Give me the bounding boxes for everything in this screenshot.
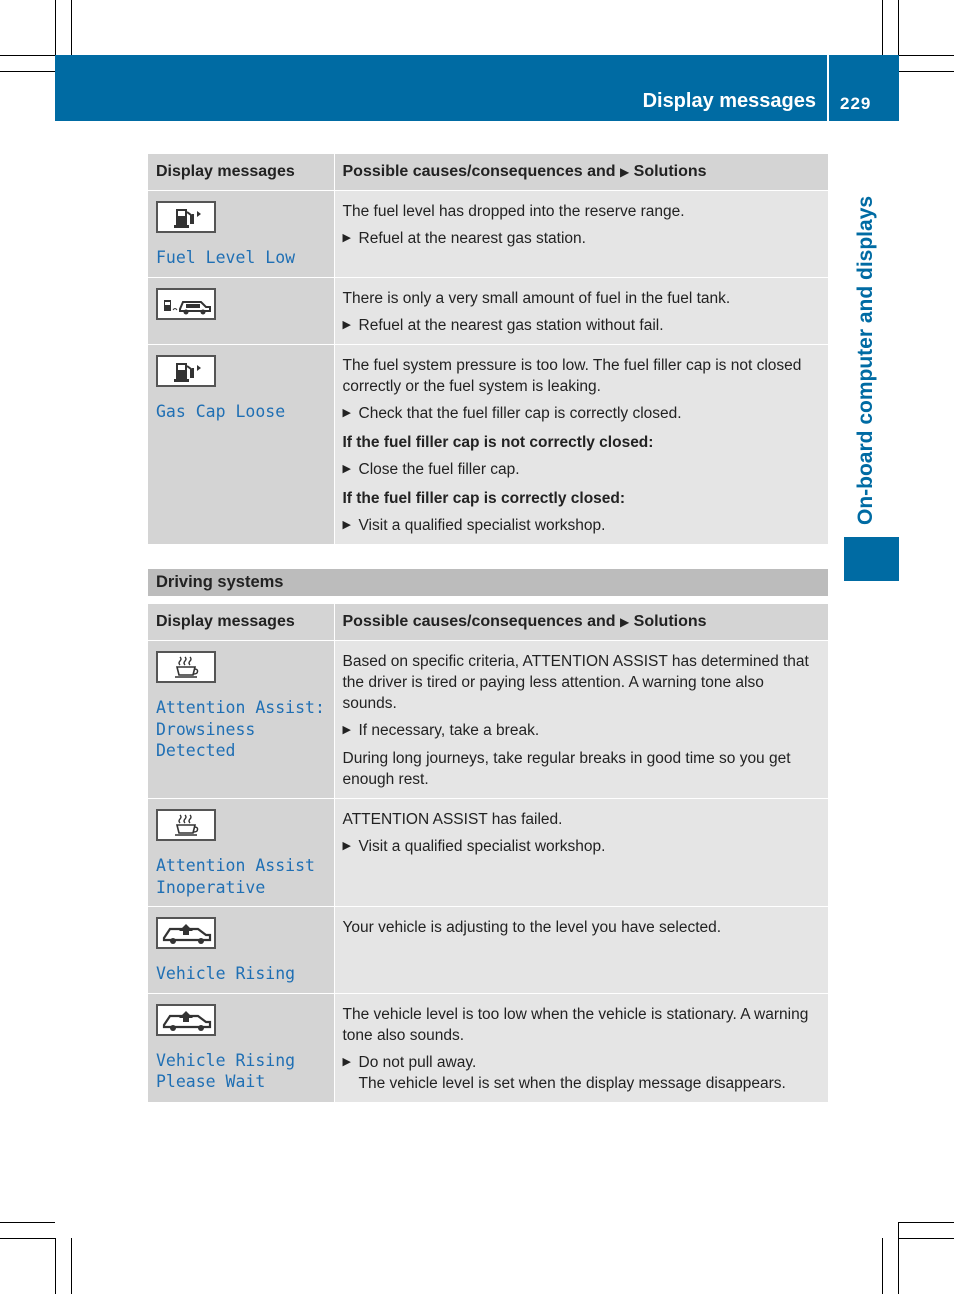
messages-table-driving bbox=[148, 604, 828, 1102]
display-message-text: Attention Assist Inoperative bbox=[156, 856, 315, 897]
solution-cell bbox=[334, 993, 828, 1102]
cause-text: There is only a very small amount of fuel in the fuel tank. bbox=[342, 289, 731, 307]
crop-mark bbox=[882, 1238, 883, 1294]
message-cell bbox=[148, 191, 334, 278]
crop-mark bbox=[0, 1238, 55, 1239]
section-title: Driving systems bbox=[148, 569, 828, 596]
display-message-text: Attention Assist: Drowsiness Detected bbox=[156, 698, 325, 760]
solution-cell bbox=[334, 277, 828, 344]
cause-text: The vehicle level is too low when the vehicle is stationary. A warning tone also sounds. bbox=[342, 1005, 809, 1044]
play-arrow-icon: ▶ bbox=[619, 615, 630, 629]
solution-step: ▶ If necessary, take a break. bbox=[343, 720, 821, 741]
table-row bbox=[148, 191, 828, 278]
table-row bbox=[148, 993, 828, 1102]
solution-step: ▶ Refuel at the nearest gas station. bbox=[343, 228, 821, 249]
col-display-messages: Display messages bbox=[148, 154, 334, 191]
play-arrow-icon: ▶ bbox=[619, 165, 630, 179]
page-title: Display messages bbox=[642, 90, 816, 112]
vehicle-level-icon bbox=[156, 1004, 216, 1036]
table-row bbox=[148, 641, 828, 799]
cause-text: ATTENTION ASSIST has failed. bbox=[342, 811, 563, 828]
message-cell bbox=[148, 993, 334, 1102]
fuel-car-icon bbox=[156, 288, 216, 320]
table-row bbox=[148, 344, 828, 544]
crop-mark bbox=[0, 55, 55, 56]
crop-mark bbox=[0, 1222, 55, 1223]
solution-cell bbox=[334, 344, 828, 544]
crop-mark bbox=[899, 55, 954, 56]
message-cell bbox=[148, 277, 334, 344]
table-row bbox=[148, 799, 828, 907]
col-causes-solutions: Possible causes/consequences and ▶ Solutions bbox=[334, 604, 828, 641]
message-cell bbox=[148, 641, 334, 799]
table-row bbox=[148, 907, 828, 994]
condition-heading: If the fuel filler cap is not correctly closed: bbox=[342, 433, 654, 451]
crop-mark bbox=[882, 0, 883, 55]
crop-mark bbox=[898, 1222, 899, 1294]
crop-mark bbox=[55, 0, 56, 55]
coffee-cup-icon bbox=[156, 809, 216, 841]
chapter-tab-label: On-board computer and displays bbox=[854, 195, 877, 525]
col-display-messages: Display messages bbox=[148, 604, 334, 641]
solution-cell bbox=[334, 907, 828, 994]
message-cell bbox=[148, 907, 334, 994]
coffee-cup-icon bbox=[156, 651, 216, 683]
solution-step: ▶ Do not pull away. The vehicle level is set when the display message disappears. bbox=[343, 1052, 821, 1094]
solution-step: ▶ Check that the fuel filler cap is correctly closed. bbox=[343, 403, 821, 424]
display-message-text: Gas Cap Loose bbox=[156, 401, 286, 421]
cause-text: The fuel system pressure is too low. The fuel filler cap is not closed correctly or the fuel system is leaking. bbox=[342, 356, 802, 395]
table-row bbox=[148, 277, 828, 344]
solution-step: ▶ Visit a qualified specialist workshop. bbox=[343, 515, 821, 536]
solution-cell bbox=[334, 641, 828, 799]
condition-heading: If the fuel filler cap is correctly closed: bbox=[342, 489, 626, 507]
crop-mark bbox=[55, 1238, 56, 1294]
message-cell bbox=[148, 799, 334, 907]
display-message-text: Vehicle Rising Please Wait bbox=[156, 1050, 296, 1091]
fuel-pump-icon bbox=[156, 355, 216, 387]
messages-table-fuel bbox=[148, 154, 828, 544]
cause-text: Based on specific criteria, ATTENTION ASSIST has determined that the driver is tired or paying less attention. A warning tone also sounds. bbox=[342, 653, 809, 712]
crop-mark bbox=[71, 1238, 72, 1294]
crop-mark bbox=[899, 71, 954, 72]
solution-cell bbox=[334, 799, 828, 907]
cause-text: Your vehicle is adjusting to the level you have selected. bbox=[342, 919, 722, 936]
solution-cell bbox=[334, 191, 828, 278]
crop-mark bbox=[899, 1238, 954, 1239]
crop-mark bbox=[71, 0, 72, 55]
crop-mark bbox=[898, 0, 899, 55]
col-causes-solutions: Possible causes/consequences and ▶ Solutions bbox=[334, 154, 828, 191]
crop-mark bbox=[899, 1222, 954, 1223]
solution-step: ▶ Close the fuel filler cap. bbox=[343, 459, 821, 480]
fuel-pump-icon bbox=[156, 201, 216, 233]
solution-step: ▶ Visit a qualified specialist workshop. bbox=[343, 836, 821, 857]
page-number: 229 bbox=[840, 94, 872, 113]
vehicle-level-icon bbox=[156, 917, 216, 949]
message-cell bbox=[148, 344, 334, 544]
crop-mark bbox=[0, 71, 55, 72]
chapter-tab bbox=[844, 537, 899, 581]
cause-text: During long journeys, take regular breaks in good time so you get enough rest. bbox=[342, 750, 791, 788]
display-message-text: Vehicle Rising bbox=[156, 964, 296, 983]
solution-step: ▶ Refuel at the nearest gas station without fail. bbox=[343, 315, 821, 336]
header-divider bbox=[827, 55, 829, 121]
cause-text: The fuel level has dropped into the reserve range. bbox=[342, 203, 685, 220]
display-message-text: Fuel Level Low bbox=[156, 248, 296, 267]
